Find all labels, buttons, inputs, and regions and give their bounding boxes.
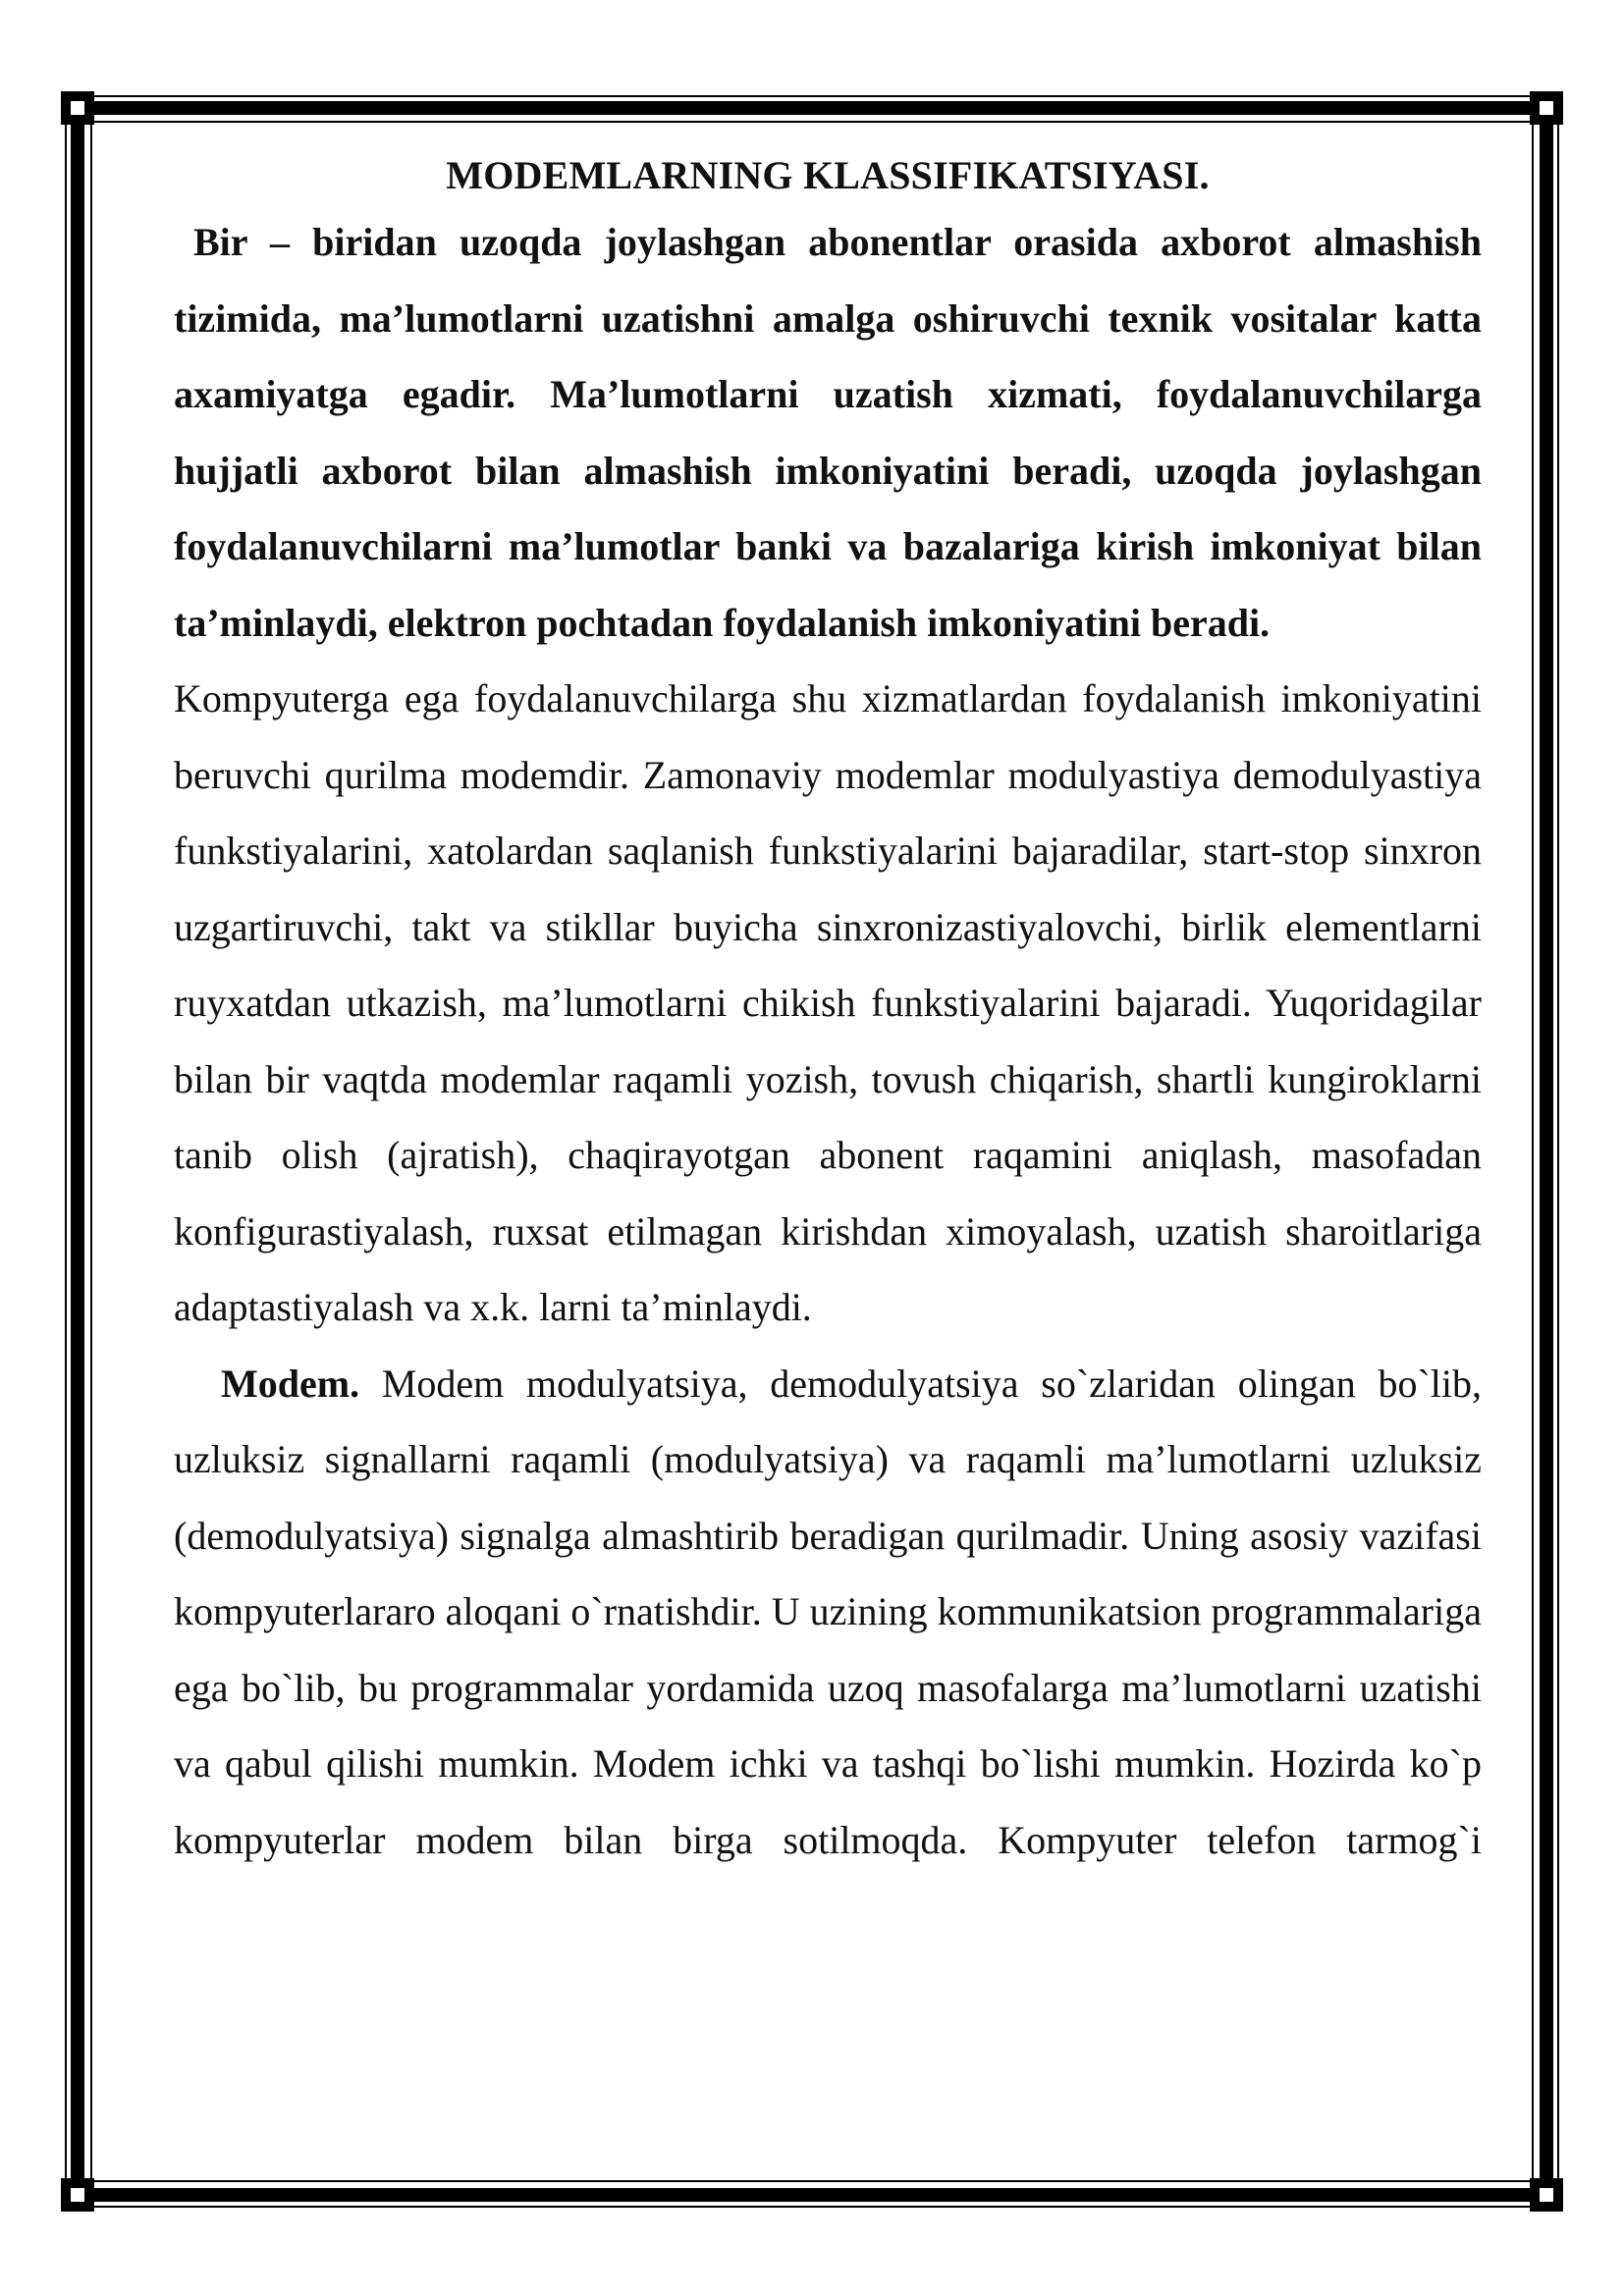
border-corner-bottom-left: [61, 2178, 94, 2212]
intro-paragraph: Bir – biridan uzoqda joylashgan abonentlar orasida axborot almashish tizimida, ma’lumotlarni uzatishni amalga oshiruvchi texnik vositalar katta axamiyatga egadir. Ma’lumotlarni uzatish xizmati, foydalanuvchilarga hujjatli axborot bilan almashish imkoniyatini beradi, uzoqda joylashgan foydalanuvchilarni ma’lumotlar banki va bazalariga kirish imkoniyat bilan ta’minlaydi, elektron pochtadan foydalanish imkoniyatini beradi.: [174, 220, 1482, 645]
page-title: MODEMLARNING KLASSIFIKATSIYASI.: [446, 153, 1210, 197]
border-corner-top-left: [61, 91, 94, 125]
document-body: [174, 147, 1482, 1878]
border-corner-bottom-right: [1530, 2178, 1563, 2212]
border-corner-top-right: [1530, 91, 1563, 125]
modem-definition-text: Modem modulyatsiya, demodulyatsiya so`zlaridan olingan bo`lib, uzluksiz signallarni raqamli (modulyatsiya) va raqamli ma’lumotlarni uzluksiz (demodulyatsiya) signalga almashtirib beradigan qurilmadir. Uning asosiy vazifasi kompyuterlararo aloqani o`rnatishdir. U uzining kommunikatsion programmalariga ega bo`lib, bu programmalar yordamida uzoq masofalarga ma’lumotlarni uzatishi va qabul qilishi mumkin. Modem ichki va tashqi bo`lishi mumkin. Hozirda ko`p kompyuterlar modem bilan birga sotilmoqda. Kompyuter telefon tarmog`i: [174, 1361, 1482, 1862]
modem-term: Modem.: [221, 1361, 360, 1406]
modem-definition-paragraph: [174, 1346, 1482, 1879]
modem-services-paragraph: Kompyuterga ega foydalanuvchilarga shu xizmatlardan foydalanish imkoniyatini beruvchi qurilma modemdir. Zamonaviy modemlar modulyastiya demodulyastiya funkstiyalarini, xatolardan saqlanish funkstiyalarini bajaradilar, start-stop sinxron uzgartiruvchi, takt va stikllar buyicha sinxronizastiyalovchi, birlik elementlarni ruyxatdan utkazish, ma’lumotlarni chikish funkstiyalarini bajaradi. Yuqoridagilar bilan bir vaqtda modemlar raqamli yozish, tovush chiqarish, shartli kungiroklarni tanib olish (ajratish), chaqirayotgan abonent raqamini aniqlash, masofadan konfigurastiyalash, ruxsat etilmagan kirishdan ximoyalash, uzatish sharoitlariga adaptastiyalash va x.k. larni ta’minlaydi.: [174, 676, 1482, 1329]
